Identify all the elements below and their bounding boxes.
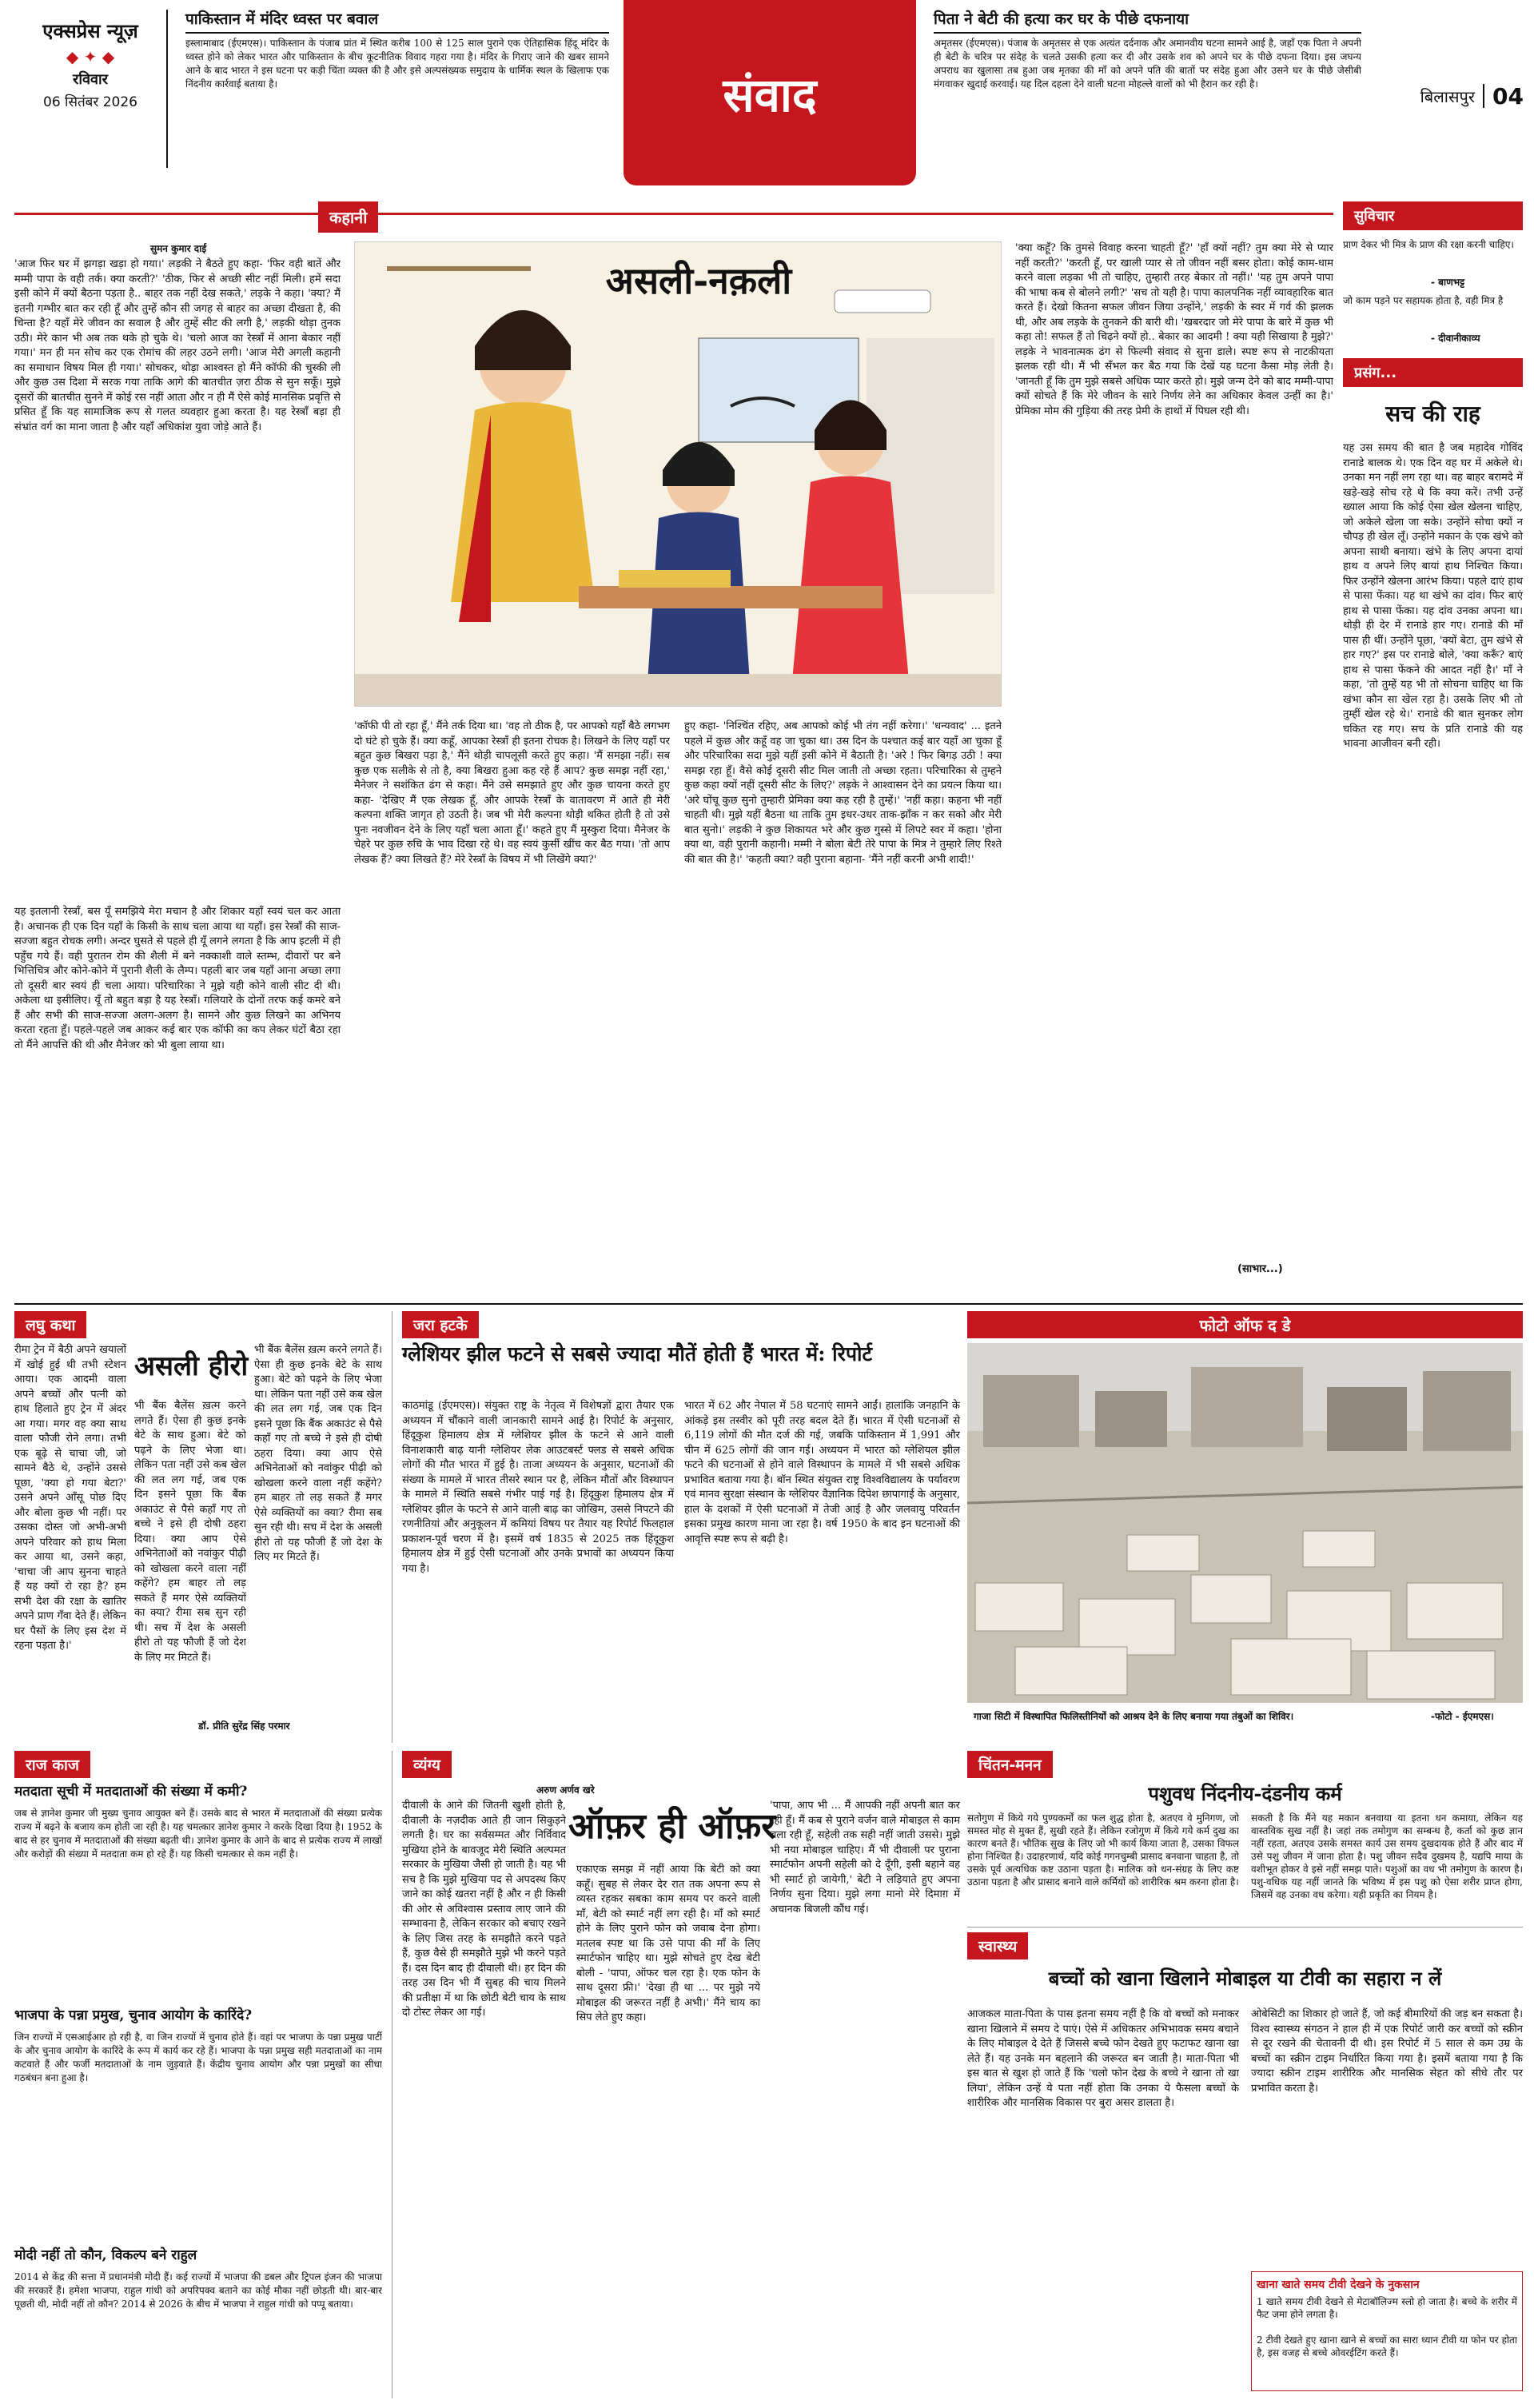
brand-box: [14, 10, 168, 168]
story-section-tag: कहानी: [318, 201, 378, 233]
photo-tag: फोटो ऑफ द डे: [1199, 1316, 1291, 1335]
day-label: रविवार: [72, 71, 109, 88]
photo-svg: [967, 1343, 1523, 1703]
vyang-byline: अरुण अर्णव खरे: [536, 1784, 595, 1796]
rajkaj-body-3: 2014 से केंद्र की सत्ता में प्रधानमंत्री मोदी हैं। कई राज्यों में भाजपा की डबल और ट्रिपल इंजन की भाजपा की सरकारें हैं। हमेशा भाजपा, राहुल गांधी को अपरिपक्व बताने का कोई मौका नहीं छोड़ती थी। बार-बार पूछती थी, मोदी नहीं तो कौन? 2014 से 2026 के बीच में भाजपा ने राहुल गांधी को पप्पू बताया।: [14, 2271, 382, 2310]
top-right-headline: पिता ने बेटी की हत्या कर घर के पीछे दफनाया: [934, 11, 1361, 34]
section-title: संवाद: [723, 67, 817, 122]
laghu-col-mid: भी बैंक बैलेंस ख़त्म करने लगते हैं। ऐसा ही कुछ इनके बेटे के साथ हुआ। बेटे को पढ़ने के लिए भेजा था। लेकिन पता नहीं उसे कब खेल की लत लग गई, जब एक दिन इसने पूछा कि बैंक अकाउंट से पैसे कहाँ गए तो बच्चे ने इसे ही दोषी ठहरा दिया। क्या आप ऐसे अभिनेताओं को नवांकुर पीढ़ी को खोखला करने वाला नहीं कहेंगे? हम बाहर तो लड़ सकते हैं मगर ऐसे व्यक्तियों का क्या? रीमा सब सुन रही थी। सच में देश के असली हीरो तो यह फौजी हैं जो देश के लिए मर मिटते हैं।: [134, 1400, 246, 1664]
chintan-col-1: सतोगुण में किये गये पुण्यकर्मों का फल शुद्ध होता है, अतएव वे मुनिगण, जो समस्त मोह से मुक्त हैं, सुखी रहते हैं। लेकिन रजोगुण में किये गये कर्म दुख का कारण बनते हैं। भौतिक सुख के लिए जो भी कार्य किया जाता है, उसका विफल होना निश्चित है। उदाहरणार्थ, यदि कोई गगनचुम्बी प्रासाद बनवाना चाहता है, तो उसके पूर्व अत्यधिक कष्ट उठाना पड़ता है। मालिक को धन-संग्रह के लिए कष्ट उठाना पड़ता है और प्रासाद बनाने वाले कर्मियों को शारीरिक श्रम करना होता है।: [967, 1812, 1239, 1888]
page-locator: [1372, 80, 1524, 112]
swasthya-col-2: ओबेसिटी का शिकार हो जाते हैं, जो कई बीमारियों की जड़ बन सकता है। विश्व स्वास्थ्य संगठन ने हाल ही में एक रिपोर्ट जारी कर बच्चों को स्क्रीन से दूर रखने की चेतावनी दी थी। इस रिपोर्ट में 5 साल से कम उम्र के बच्चों का स्क्रीन टाइम निर्धारित किया गया है। इसमें बताया गया है कि ज्यादा स्क्रीन टाइम शारीरिक और मानसिक सेहत को सीधे तौर पर प्रभावित करता है।: [1251, 2008, 1523, 2095]
suvichar-tag: सुविचार: [1343, 201, 1523, 230]
top-left-headline: पाकिस्तान में मंदिर ध्वस्त पर बवाल: [185, 11, 609, 34]
swasthya-tag: स्वास्थ्य: [967, 1932, 1028, 1959]
story-col-3: 'कॉफी पी तो रहा हूँ,' मैंने तर्क दिया था। 'वह तो ठीक है, पर आपको यहाँ बैठे लगभग दो घंटे हो चुके हैं। क्या कहूँ, आपका रेस्त्राँ ही इतना रोचक है। लिखने के लिए यहाँ पर बहुत कुछ बिखरा पड़ा है,' मैंने थोड़ी चापलूसी करते हुए कहा। 'मैं समझा नहीं। सब कुछ एक सलीके से तो है, क्या बिखरा हुआ कह रहे हैं आप? कुछ समझ नहीं रहा,' मैनेजर ने सशंकित ढंग से कहा। मैंने उसे समझाते हुए और कुछ चायना करते हुए कहा- 'देखिए मैं एक लेखक हूँ, और आपके रेस्त्राँ के वातावरण में आते ही मेरी कल्पना शक्ति जागृत हो उठती है। जब भी मेरी कल्पना थोड़ी थकित होती है तो उसे पुनः नवजीवन देने के लिए यहाँ चला आता हूँ।' कहते हुए मैं मुस्कुरा दिया। मैनेजर के चेहरे पर कुछ रुचि के भाव दिखा रहे थे। वह स्वयं कुर्सी खींच कर बैठ गया। 'तो आप लेखक हैं? क्या लिखते हैं? मेरे रेस्त्राँ के विषय में भी लिखेंगे क्या?': [354, 720, 670, 866]
date-label: 06 सितंबर 2026: [43, 94, 137, 110]
swasthya: [967, 1927, 1523, 2398]
vyang-col-1: दीवाली के आने की जितनी खुशी होती है, दीवाली के नज़दीक आते ही जान सिकुड़ने लगती है। घर का सर्वसम्मत और निर्विवाद मुखिया होने के बावजूद मेरी स्थिति अल्पमत सरकार के मुखिया जैसी हो जाती है। यह भी सच है कि मुझे मुखिया पद से अपदस्थ किए जाने का कोई खतरा नहीं है और न ही किसी की ओर से अविश्वास प्रस्ताव लाए जाने की सम्भावना है, लेकिन सरकार को बचाए रखने के लिए जिस तरह के समझौते करने पड़ते हैं, कुछ वैसे ही समझौते मुझे भी करने पड़ते हैं। दस दिन बाद ही दीवाली थी। हर दिन की तरह उस दिन भी मैं सुबह की चाय मिलने की प्रतीक्षा में था कि छोटी बेटी चाय के साथ दो टोस्ट लेकर आ गई।: [402, 1800, 566, 2019]
section-banner: [624, 0, 916, 185]
swasthya-box: [1251, 2271, 1523, 2391]
vyang-col-3: 'पापा, आप भी ... मैं आपकी नहीं अपनी बात कर रही हूँ। मैं कब से पुराने वर्जन वाले मोबाइल से काम चला रही हूँ, सहेली तक सही नहीं जाती उससे। मुझे भी नया मोबाइल चाहिए। मैं भी दीवाली पर पुराना स्मार्टफोन अपनी सहेली को दे दूँगी, इसी बहाने वह भी स्मार्ट हो जायेगी,' बेटी ने लड़ियाते हुए अपना निर्णय सुना दिया। मुझे लगा मानो मेरे दिमाग़ में अचानक बिजली कौंध गई।: [770, 1800, 960, 1916]
jara-tag: जरा हटके: [402, 1311, 479, 1338]
rajkaj-body-2: जिन राज्यों में एसआईआर हो रही है, वा जिन राज्यों में चुनाव होते हैं। वहां पर भाजपा के पन्ना प्रमुख पार्टी के और चुनाव आयोग के कारिंदे के रूप में कार्य कर रहे हैं। भाजपा के पन्ना प्रमुख सही मतदाताओं का नाम कटवाते हैं और फर्जी मतदाताओं के नाम जुड़वाते हैं। केंद्रीय चुनाव आयोग और पन्ना प्रमुखों का सीधा गठबंधन बना हुआ है।: [14, 2031, 382, 2083]
rajkaj-headline-1: मतदाता सूची में मतदाताओं की संख्या में कमी?: [14, 1784, 248, 1800]
photo-credit: -फोटो - ईएमएस।: [1431, 1711, 1494, 1722]
raj-kaj: [14, 1751, 382, 2398]
chintan-headline: पशुवध निंदनीय-दंडनीय कर्म: [1148, 1782, 1342, 1805]
story-title: असली-नक़ली: [605, 259, 792, 302]
rajkaj-headline-3: मोदी नहीं तो कौन, विकल्प बने राहुल: [14, 2247, 197, 2263]
jara-headline: ग्लेशियर झील फटने से सबसे ज्यादा मौतें होती हैं भारत में: रिपोर्ट: [402, 1342, 873, 1365]
page-number: 04: [1492, 82, 1524, 110]
swasthya-box-point-1: 1 खाते समय टीवी देखने से मेटाबॉलिज्म स्लो हो जाता है। बच्चे के शरीर में फैट जमा होने लगता है।: [1257, 2296, 1517, 2320]
prasang-body: यह उस समय की बात है जब महादेव गोविंद रानाडे बालक थे। एक दिन वह घर में अकेले थे। उनका मन नहीं लग रहा था। वह बाहर बरामदे में खड़े-खड़े सोच रहे थे कि क्या करें। तभी उन्हें ख्याल आया कि कोई ऐसा खेल खेलना चाहिए, जो अकेले खेला जा सके। उन्होंने सोचा क्यों न चौपड़ ही खेल लूँ। उन्होंने मकान के एक खंभे को अपना साथी बनाया। खंभे के लिए अपना दायां हाथ व अपने लिए बायां हाथ निश्चित किया। फिर उन्होंने खेलना आरंभ किया। पहले दाएं हाथ से पासा फेंका। यह था खंभे का दांव। फिर बाएं हाथ से पासा फेंका। यह दांव उनका अपना था। थोड़ी ही देर में रानाडे हार गए। रानाडे की माँ पास ही थीं। उन्होंने पूछा, 'क्यों बेटा, तुम खंभे से हार गए?' इस पर रानाडे बोले, 'क्या करूँ? बाएं हाथ से पासा फेंकने की आदत नहीं है।' माँ ने कहा, 'तो तुम्हें यह भी तो सोचना चाहिए था कि खंभा कौन सा खेल रहा है। उसके लिए भी तो तुम्हीं खेल रहे थे।' रानाडे की बात सुनकर लोग चकित रह गए। सच के प्रति रानाडे की यह भावना आजीवन बनी रही।: [1343, 442, 1523, 750]
top-right-news: [934, 11, 1361, 175]
swasthya-box-headline: खाना खाते समय टीवी देखने के नुकसान: [1257, 2278, 1420, 2291]
swasthya-box-point-2: 2 टीवी देखते हुए खाना खाने से बच्चों का सारा ध्यान टीवी या फोन पर होता है, इस वजह से बच्चे ओवरईटिंग करते हैं।: [1257, 2334, 1517, 2358]
story-illustration-svg: [355, 242, 1002, 707]
laghu-author: डॉ. प्रीति सुरेंद्र सिंह परमार: [198, 1720, 290, 1732]
rajkaj-body-1: जब से ज्ञानेश कुमार जी मुख्य चुनाव आयुक्त बने हैं। उसके बाद से भारत में मतदाताओं की संख्या प्रत्येक राज्य में बढ़ने के बजाय कम होती जा रही है। यह चमत्कार ज्ञानेश कुमार ने करके दिखा दिया है। 1952 के बाद से हर चुनाव में मतदाताओं की संख्या बढ़ती थी। ज्ञानेश कुमार के आने के बाद से प्रत्येक राज्य में लाखों और करोड़ों की संख्या में मतदाता कम हो रहे हैं। यह किसी चमत्कार से कम नहीं है।: [14, 1808, 382, 1860]
top-left-body: इस्लामाबाद (ईएमएस)। पाकिस्तान के पंजाब प्रांत में स्थित करीब 100 से 125 साल पुराने एक ऐतिहासिक हिंदू मंदिर के ध्वस्त होने को लेकर भारत और पाकिस्तान के बीच कूटनीतिक विवाद गहरा गया है। मंदिर के गिराए जाने की खबर सामने आने के बाद भारत ने इस घटना पर कड़ी चिंता व्यक्त की है और इसे अल्पसंख्यक समुदाय के धार्मिक स्थल के खिलाफ एक निंदनीय कार्रवाई बताया है।: [185, 37, 609, 90]
rajkaj-headline-2: भाजपा के पन्ना प्रमुख, चुनाव आयोग के कारिंदे?: [14, 2007, 253, 2023]
laghu-tag: लघु कथा: [14, 1311, 86, 1338]
top-left-news: [185, 11, 609, 175]
top-right-body: अमृतसर (ईएमएस)। पंजाब के अमृतसर से एक अत्यंत दर्दनाक और अमानवीय घटना सामने आई है, जहाँ एक पिता ने अपनी ही बेटी के चरित्र पर संदेह के चलते उसकी हत्या कर दी और उसके शव को अपने घर के पीछे दफना दिया। इस जघन्य अपराध का खुलासा तब हुआ जब मृतका की माँ को अपने पति की बातों पर संदेह हुआ और उसने घर के पीछे जेसीबी मंगवाकर खुदाई करवाई। यह दिल दहला देने वाली घटना मोहल्ले वालों को भी हैरान कर रही है।: [934, 37, 1361, 90]
laghu-headline: असली हीरो: [134, 1350, 249, 1382]
prasang-tag: प्रसंग...: [1343, 358, 1523, 387]
story-illustration: [354, 241, 1002, 707]
story-continued: (साभार...): [1237, 1263, 1283, 1275]
swasthya-col-1: आजकल माता-पिता के पास इतना समय नहीं है कि वो बच्चों को मनाकर खाना खिलाने में समय दे पाएं। ऐसे में अधिकतर अभिभावक समय बचाने के लिए मोबाइल दे देते हैं जिससे बच्चे फोन देखते हुए फटाफट खाना खा लेते हैं। यह उनके मन बहलाने की जरूरत बन जाती है। माता-पिता भी इस बात से खुश हो जाते हैं कि 'चलो फोन देख के बच्चे ने खाना तो खा लिया', लेकिन उन्हें ये पता नहीं होता कि उनका ये फैसला बच्चों के शारीरिक और मानसिक विकास पर बुरा असर डालता है।: [967, 2008, 1239, 2109]
story-col-2: यह इतलानी रेस्त्राँ, बस यूँ समझिये मेरा मचान है और शिकार यहाँ स्वयं चल कर आता है। अचानक ही एक दिन यहाँ के किसी के साथ चला आया था यहाँ। इस रेस्त्राँ की साज-सज्जा बहुत रोचक लगी। अन्दर घुसते से पहले ही यूँ लगने लगता है कि आप इटली में ही पहुँच गये हैं। वही पुरातन रोम की शैली में बने नक्काशी वाले स्तम्भ, दीवारों पर बने भित्तिचित्र और कोने-कोने में पुरानी शैली के लैम्प। पहली बार जब यहाँ आना अच्छा लगा तो दूसरी बार स्वयं ही चला आया। परिचारिका ने मुझे यही कोने वाली सीट दी थी। अकेला था इसीलिए। यूँ तो बहुत बड़ा है यह रेस्त्राँ। गलियारे के दोनों तरफ कई कमरे बने हैं और सभी की साज-सज्जा अलग-अलग है। सामने और कुछ लिखने का अभिनय करता रहता हूँ। पहले-पहले जब आकर कई बार एक कॉफी का कप लेकर घंटों बैठा रहा तो मैंने आपत्ति की थी और मैनेजर को भी बुला लाया था।: [14, 906, 341, 1051]
story-col-5: 'क्या कहूँ? कि तुमसे विवाह करना चाहती हूँ?' 'हाँ क्यों नहीं? तुम क्या मेरे से प्यार नहीं करती?' 'करती हूँ, पर खाली प्यार से तो जीवन नहीं बसर होता। कोई काम-धाम करने वाला लड़का भी तो चाहिए, तुम्हारी तरह बेकार तो नहीं।' 'यह तुम अपने पापा की भाषा कब से बोलने लगी?' 'सच तो यही है। पापा कालपनिक नहीं व्यावहारिक बात करते हैं। देखो कितना सफल जीवन जिया उन्होंने,' लड़की के स्वर में गर्व की झलक थी, और अब लड़के के तुनकने की बारी थी। 'खबरदार जो मेरे पापा के बारे में कुछ भी कहा तो! सफल हैं तो चिढ़ने क्यों हो.. बेकार का आदमी ! क्या यही सिखाया है मुझे?' लड़के ने भावनात्मक ढंग से फिल्मी संवाद से सुना डाले। स्पष्ट रूप से नाटकीयता झलक रही थी। मैं भी सँभल कर बैठ गया कि देखें यह घटना कैसा मोड़ लेती है। 'जानती हूँ कि तुम मुझे सबसे अधिक प्यार करते हो। मुझे जन्म देने को बाद मम्मी-पापा क्यों सोचते हैं कि मेरे जीवन के सारे निर्णय लेने का अधिकार केवल उन्हीं का है।' प्रेमिका मोम की गुड़िया की तरह प्रेमी के हाथों में पिघल रही थी।: [1015, 242, 1333, 417]
prasang-headline: सच की राह: [1385, 401, 1480, 427]
jara-col-2: भारत में 62 और नेपाल में 58 घटनाएं सामने आईं। हालांकि जनहानि के आंकड़े इस तस्वीर को पूरी तरह बदल देते हैं। भारत में ऐसी घटनाओं से 6,119 लोगों की मौत दर्ज की गई, जबकि पाकिस्तान में 1,991 और चीन में 625 लोगों की जान गई। अध्ययन में भारत को ग्लेशियल झील फटने की घटनाओं से होने वाले विस्थापन के मामले में भी सबसे अधिक प्रभावित बताया गया है। बॉन स्थित संयुक्त राष्ट्र विश्वविद्यालय के पर्यावरण एवं मानव सुरक्षा संस्थान के ग्लेशियर वैज्ञानिक दिपेश छापागाई के अनुसार, हाल के दशकों में ऐसी घटनाओं में तेजी आई है और जलवायु परिवर्तन इसका प्रमुख कारण माना जा रहा है। वर्ष 1950 के बाद इन घटनाओं की आवृत्ति स्पष्ट रूप से बढ़ी है।: [684, 1400, 960, 1545]
photo-caption: गाजा सिटी में विस्थापित फिलिस्तीनियों को आश्रय देने के लिए बनाया गया तंबुओं का शिविर।: [974, 1711, 1294, 1722]
vyang-headline: ऑफ़र ही ऑफ़र: [568, 1806, 776, 1847]
suvichar-quote-1: प्राण देकर भी मित्र के प्राण की रक्षा करनी चाहिए।: [1343, 239, 1514, 250]
vyang-col-2: एकाएक समझ में नहीं आया कि बेटी को क्या कहूँ। सुबह से लेकर देर रात तक अपना रूप से व्यस्त रहकर सबका काम समय पर करने वाली माँ, बेटी को स्मार्ट नहीं लग रही है। माँ को स्मार्ट होने के लिए पुराने फोन को जवाब देना होगा। मतलब स्पष्ट था कि उसे पापा की माँ के लिए स्मार्टफोन चाहिए था। मुझे सोचते हुए देख बेटी बोली - 'पापा, ऑफर चल रहा है। एक फोन के साथ दूसरा फ्री।' 'देखा ही था ... पर मुझे नये मोबाइल की जरूरत नहीं है अभी।' मैंने चाय का सिप लेते हुए कहा।: [576, 1864, 760, 2023]
chintan-manan: [967, 1751, 1523, 1919]
chintan-col-2: सकती है कि मैंने यह मकान बनवाया या इतना धन कमाया, लेकिन यह वास्तविक सुख नहीं है। जहां तक तमोगुण का सम्बन्ध है, कर्ता को कुछ ज्ञान नहीं रहता, अतएव उसके समस्त कार्य उस समय दुखदायक होते हैं और बाद में उसे पशु जीवन में जाना होता है। पशु जीवन सदैव दुखमय है, यद्यपि माया के वशीभूत होकर वे इसे नहीं समझ पाते। पशुओं का वध भी तमोगुण के कारण है। पशु-वधिक यह नहीं जानते कि भविष्य में इस पशु को ऐसा शरीर प्राप्त होगा, जिसमें वह उनका वध करेगा। यही प्रकृति का नियम है।: [1251, 1812, 1523, 1900]
vyang: [392, 1751, 959, 2398]
rajkaj-tag: राज काज: [14, 1751, 90, 1778]
suvichar-author-2: - दीवानीकाव्य: [1431, 333, 1480, 344]
story-col-4: हुए कहा- 'निश्चिंत रहिए, अब आपको कोई भी तंग नहीं करेगा।' 'धन्यवाद' ... इतने पहले में कुछ और कहूँ वह जा चुका था। उस दिन के पश्चात कई बार यहाँ आ चुका हूँ और परिचारिका सदा मुझे यहीं इसी कोने में बैठाती है। 'अरे ! फिर बिगड़ उठी ! क्या समझ रहा हूँ। वैसे कोई दूसरी सीट मिल जाती तो अच्छा रहता। परिचारिका से तुम्हने कुछ कहा क्यों नहीं दूसरी सीट के लिए?' लड़के ने आश्वासन देने का प्रयत्न किया था। 'अरे घोंचू कुछ सुनो तुम्हारी प्रेमिका क्या कह रही है तुम्हें।' 'नहीं कहा। कहना भी नहीं चाहती थी। मुझे यहीं बैठना था ताकि तुम इधर-उधर ताक-झाँक न कर सको और मेरी बात सुनो।' लड़की ने कुछ शिकायत भरे और कुछ गुस्से में लिपटे स्वर में कहा। 'होना क्या था, वही पुरानी कहानी। मम्मी ने बोला बेटी तेरे पापा के मित्र ने तुम्हारे लिए रिश्ते की बात की है।' 'कहती क्या? वही पुराना बहाना- 'मैंने नहीं करनी अभी शादी!': [684, 720, 1002, 866]
jara-hatke: [392, 1311, 959, 1743]
jara-col-1: काठमांडू (ईएमएस)। संयुक्त राष्ट्र के नेतृत्व में विशेषज्ञों द्वारा तैयार एक अध्ययन में चौंकाने वाली जानकारी सामने आई है। रिपोर्ट के अनुसार, हिंदूकुश हिमालय क्षेत्र में ग्लेशियर झील के फटने से आने वाली विनाशकारी बाढ़ यानी ग्लेशियर लेक आउटबर्स्ट फ्लड से सबसे अधिक लोगों की मौत भारत में हुई है। ताजा अध्ययन के अनुसार, घटनाओं की संख्या के मामले में भारत तीसरे स्थान पर है, लेकिन मौतों और विस्थापन के मामले में स्थिति सबसे गंभीर पाई गई है। हिंदूकुश हिमालय क्षेत्र में ग्लेशियर झील के फटने से आने वाली बाढ़ का जोखिम, उससे निपटने की रणनीतियां और अनुकूलन में कमियां विषय पर तैयार यह रिपोर्ट फिलहाल प्रकाशन-पूर्व चरण में है। इसमें वर्ष 1835 से 2025 तक हिंदूकुश हिमालय क्षेत्र में हुई ऐसी घटनाओं और उनके प्रभावों का अध्ययन किया गया है।: [402, 1400, 674, 1575]
vyang-tag: व्यंग्य: [402, 1751, 452, 1778]
laghu-col-1: रीमा ट्रेन में बैठी अपने खयालों में खोई हुई थी तभी स्टेशन आया। एक आदमी वाला अपने बच्चों और पत्नी को हाथ हिलाते हुए ट्रेन में अंदर आ गया। मगर वह क्या साथ वाला फौजी रोने लगा। तभी एक बूढ़े से चाचा जी, जो सामने बैठे थे, उन्होंने उससे पूछा, 'क्या हो गया बेटा?' उसने अपने आँसू पोछ दिए और बोला कुछ भी नहीं। पर उसका दोस्त जो अभी-अभी अपने परिवार को हाथ मिला कर आया था, उसने कहा, 'चाचा जी आप सुनना चाहते हैं यह क्यों रो रहा है? हम सभी देश की रक्षा के खातिर अपने प्राण गँवा देते हैं। लेकिन घर पैसों के लिए इस देश में रहना पड़ता है।': [14, 1344, 126, 1652]
right-rail: [1343, 201, 1523, 1297]
photo-of-the-day: [967, 1311, 1523, 1743]
masthead: [0, 0, 1534, 185]
lotus-divider-icon: ◆ ✦ ◆: [66, 47, 115, 66]
chintan-tag: चिंतन-मनन: [967, 1751, 1053, 1778]
story-byline: सुमन कुमार दाई: [150, 243, 207, 254]
swasthya-headline: बच्चों को खाना खिलाने मोबाइल या टीवी का सहारा न लें: [1048, 1967, 1442, 1990]
story-col-1: 'आज फिर घर में झगड़ा खड़ा हो गया।' लड़की ने बैठते हुए कहा- 'फिर वही बातें और मम्मी पापा के वही तर्क। क्या करती?' 'ठीक, फिर से अच्छी सीट नहीं मिली। हमें सदा इसी कोने में क्यों बैठना पड़ता है.. बाहर तक नहीं देख सकते,' लड़के ने कहा। 'क्या? मैं इतनी गम्भीर बात कर रही हूँ और तुम्हें कौन सी जगह से बाहर का अच्छा दीखता है, की चिन्ता है? यहाँ मेरे जीवन का सवाल है और तुम्हें सीट की लगी है,' लड़की थोड़ा तुनक उठी। मेरे कान भी अब तक थके हो चुके थे। 'चलो आज का रेस्त्राँ में आना बेकार नहीं गया।' मन ही मन सोच कर एक रोमांच की लहर उठने लगी। 'आज मेरी अगली कहानी का समाधान विषय मिल ही गया।' सोचकर, थोड़ा आश्वस्त हो मैंने कॉफी की चुस्की ली और कुछ उस दिशा में सरक गया ताकि आगे की बातचीत ज़रा ठीक से सुन सकूँ। मुझे दूसरों की बातचीत सुनने में कोई रस नहीं आता और न ही मैं ऐसे कोई मानसिक प्रवृत्ति से प्रसित हूँ कि यह सामाजिक रूप से गलत व्यवहार हुआ करता है। यह रेस्त्राँ बड़ा ही संभ्रांत वर्ग का माना जाता है और यहाँ अधिकांश युवा जोड़े आते हैं।: [14, 258, 341, 433]
laghu-col-2: भी बैंक बैलेंस ख़त्म करने लगते हैं। ऐसा ही कुछ इनके बेटे के साथ हुआ। बेटे को पढ़ने के लिए भेजा था। लेकिन पता नहीं उसे कब खेल की लत लग गई, जब एक दिन इसने पूछा कि बैंक अकाउंट से पैसे कहाँ गए तो बच्चे ने इसे ही दोषी ठहरा दिया। क्या आप ऐसे अभिनेताओं को नवांकुर पीढ़ी को खोखला करने वाला नहीं कहेंगे? हम बाहर तो लड़ सकते हैं मगर ऐसे व्यक्तियों का क्या? रीमा सब सुन रही थी। सच में देश के असली हीरो तो यह फौजी हैं जो देश के लिए मर मिटते हैं।: [254, 1344, 382, 1563]
photo-image: [967, 1343, 1523, 1703]
city-label: बिलासपुर: [1420, 86, 1476, 106]
story-section: [14, 201, 1333, 1297]
suvichar-quote-2: जो काम पड़ने पर सहायक होता है, वही मित्र है: [1343, 295, 1504, 306]
brand-logo: एक्सप्रेस न्यूज़: [42, 19, 138, 42]
suvichar-author-1: - बाणभट्ट: [1431, 277, 1465, 288]
laghu-katha: [14, 1311, 382, 1743]
